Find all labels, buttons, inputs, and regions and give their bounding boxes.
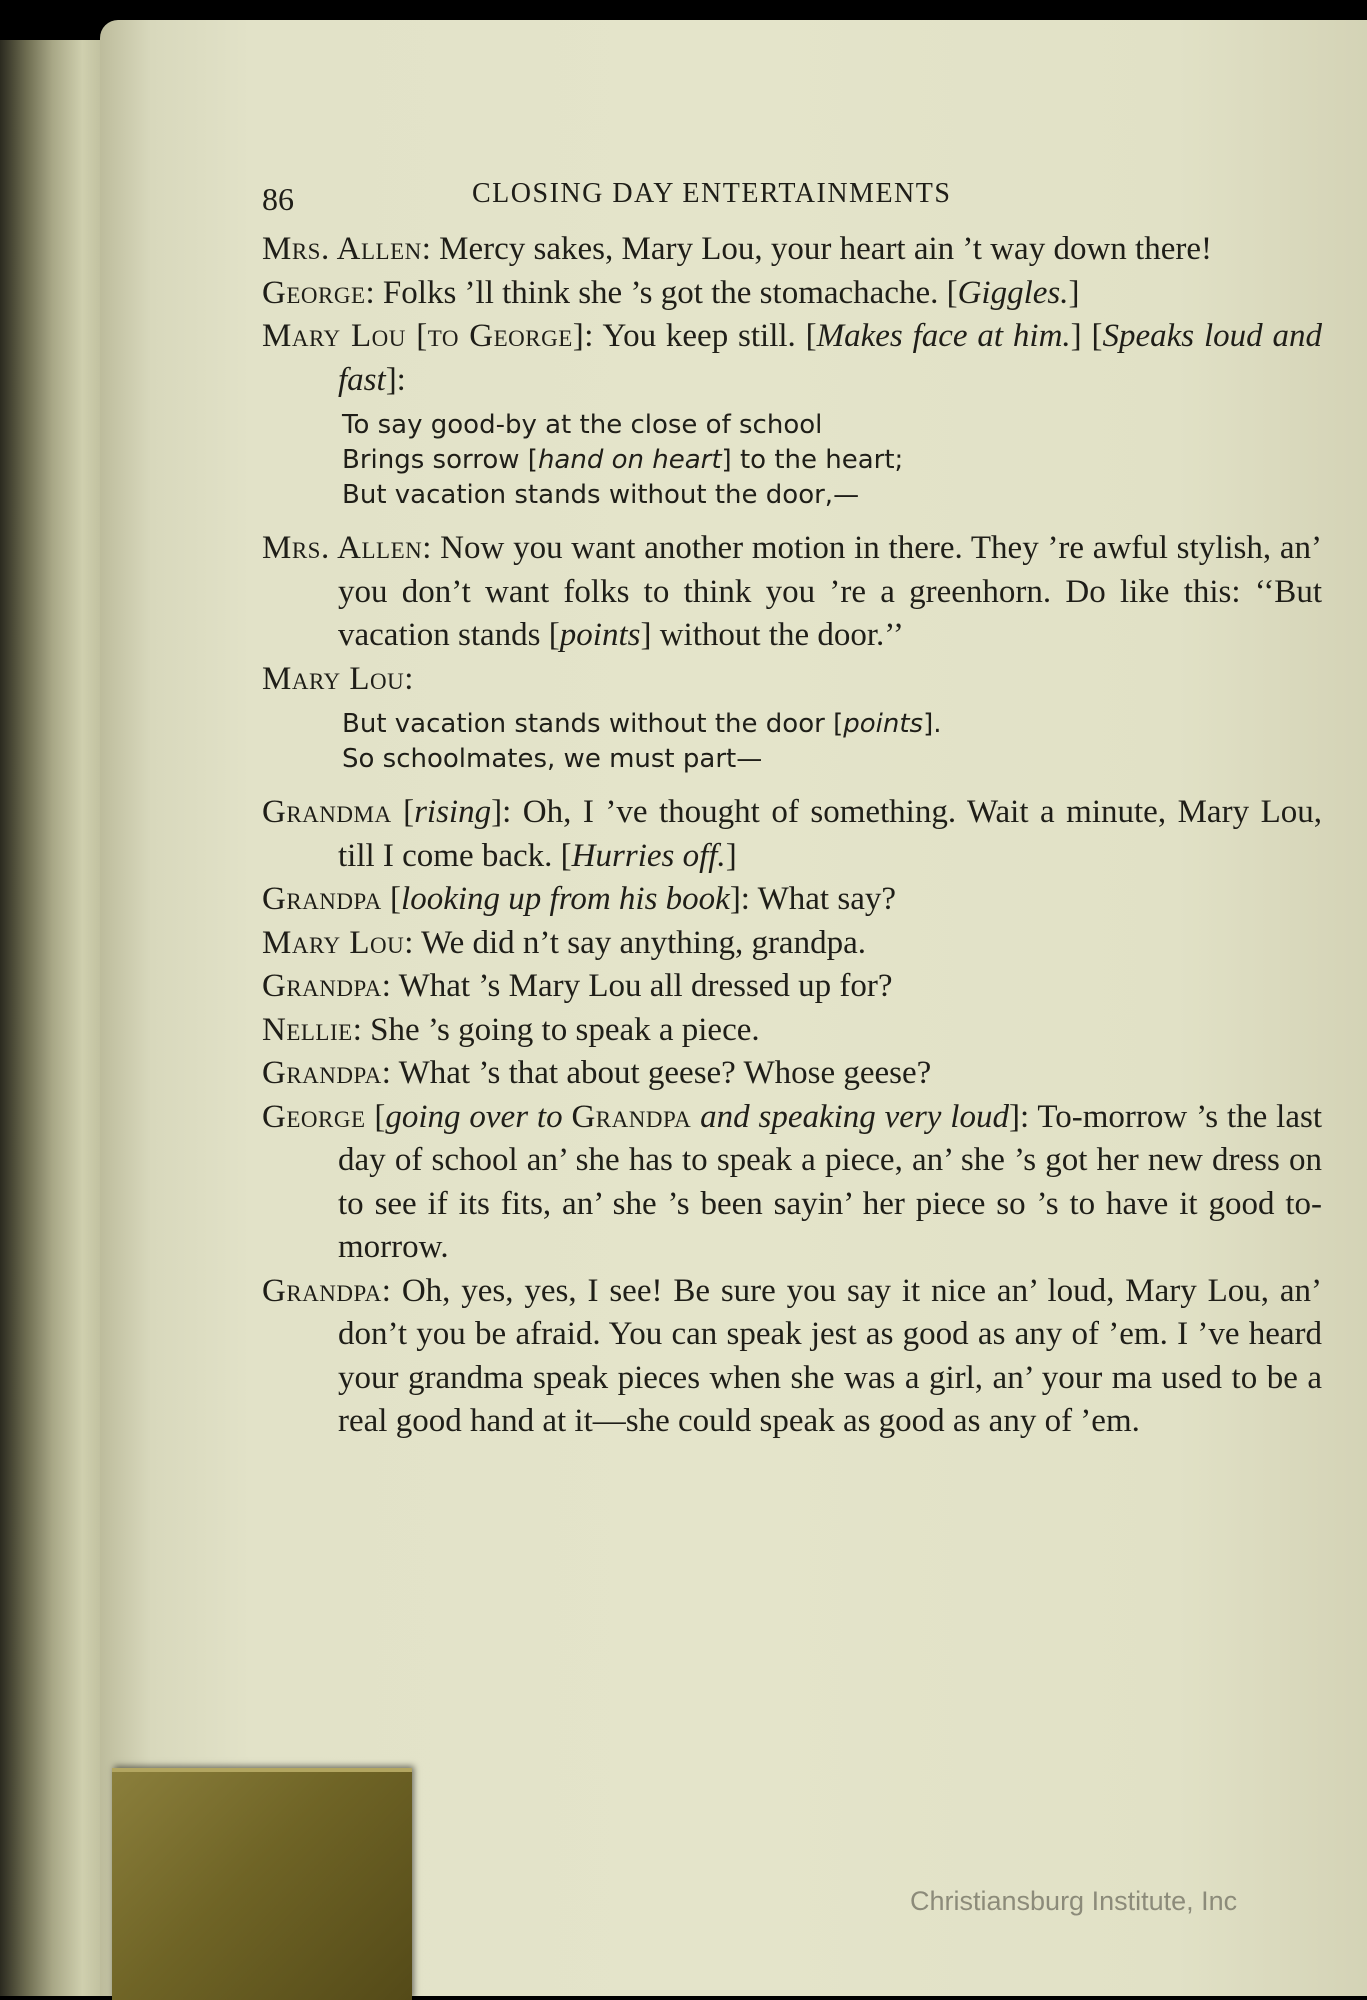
- speech-george-2: George [going over to Grandpa and speaking very loud]: To-morrow ’s the last day of school an’ she has to speak a piece, an’ she ’s got her new dress on to see if its fits, an’ she ’s been sayin’ her piece so ’s to have it good to-morrow.: [262, 1098, 1322, 1265]
- speaker-name: Mary Lou: [262, 318, 406, 354]
- speech-mary-lou-2: Mary Lou:: [262, 660, 414, 697]
- verse-line: But vacation stands without the door,—: [342, 480, 860, 510]
- verse-line: So schoolmates, we must part—: [342, 744, 763, 774]
- verse-block-2: [342, 707, 1322, 777]
- speaker-name: Grandma: [262, 794, 392, 830]
- speaker-name: Grandpa: [262, 1055, 382, 1091]
- brass-bookmark: [112, 1768, 412, 2000]
- speech-grandpa-1: Grandpa [looking up from his book]: What say?: [262, 881, 896, 917]
- page-content: [262, 168, 1322, 1444]
- speaker-name: Mrs. Allen: [262, 231, 422, 267]
- speaker-name: Grandpa: [262, 968, 382, 1004]
- page-header: [262, 168, 1322, 228]
- speech-nellie-1: Nellie: She ’s going to speak a piece.: [262, 1011, 760, 1048]
- speech-george-1: George: Folks ’ll think she ’s got the stomachache. [Giggles.]: [262, 274, 1080, 311]
- speech-grandpa-2: Grandpa: What ’s Mary Lou all dressed up for?: [262, 968, 893, 1004]
- speech-mrs-allen-2: Mrs. Allen: Now you want another motion in there. They ’re awful stylish, an’ you don’t want folks to think you ’re a greenhorn. Do like this: ‘‘But vacation stands [points] without the door.’’: [262, 530, 1323, 653]
- speaker-name: Grandpa: [262, 1272, 382, 1309]
- running-title: CLOSING DAY ENTERTAINMENTS: [472, 178, 952, 209]
- speech-mrs-allen-1: Mrs. Allen: Mercy sakes, Mary Lou, your heart ain ’t way down there!: [262, 231, 1212, 267]
- speech-mary-lou-3: Mary Lou: We did n’t say anything, grandpa.: [262, 924, 866, 961]
- watermark: Christiansburg Institute, Inc: [910, 1886, 1238, 1916]
- speaker-name: Nellie: [262, 1011, 353, 1048]
- speech-grandpa-3: Grandpa: What ’s that about geese? Whose geese?: [262, 1055, 932, 1091]
- speech-grandpa-4: Grandpa: Oh, yes, yes, I see! Be sure you say it nice an’ loud, Mary Lou, an’ don’t you be afraid. You can speak jest as good as any of ’em. I ’ve heard your grandma speak pieces when she was a girl, an’ your ma used to be a real good hand at it—she could speak as good as any of ’em.: [262, 1272, 1322, 1439]
- speaker-name: Mary Lou: [262, 924, 405, 961]
- stage-direction: Makes face at him.: [816, 318, 1071, 354]
- stage-direction: points: [559, 617, 641, 653]
- verse-line: But vacation stands without the door [points].: [342, 709, 942, 739]
- speaker-name: George: [262, 1098, 366, 1135]
- speech-grandma-1: Grandma [rising]: Oh, I ’ve thought of something. Wait a minute, Mary Lou, till I come back. [Hurries off.]: [262, 794, 1322, 874]
- stage-direction: Speaks loud and fast: [338, 318, 1322, 398]
- speaker-name: Mrs. Allen: [262, 530, 423, 566]
- page-number: 86: [262, 181, 294, 217]
- speech-mary-lou-1: Mary Lou [to George]: You keep still. [Makes face at him.] [Speaks loud and fast]:: [262, 318, 1322, 398]
- verse-line: To say good-by at the close of school: [342, 410, 823, 440]
- speaker-name: Grandpa: [262, 881, 382, 917]
- speaker-name: George: [262, 274, 366, 311]
- verse-block-1: [342, 408, 1322, 513]
- speaker-name: Mary Lou: [262, 660, 405, 697]
- verse-line: Brings sorrow [hand on heart] to the heart;: [342, 445, 904, 475]
- stage-direction: Hurries off.: [571, 837, 726, 874]
- stage-direction: Giggles.: [957, 274, 1069, 311]
